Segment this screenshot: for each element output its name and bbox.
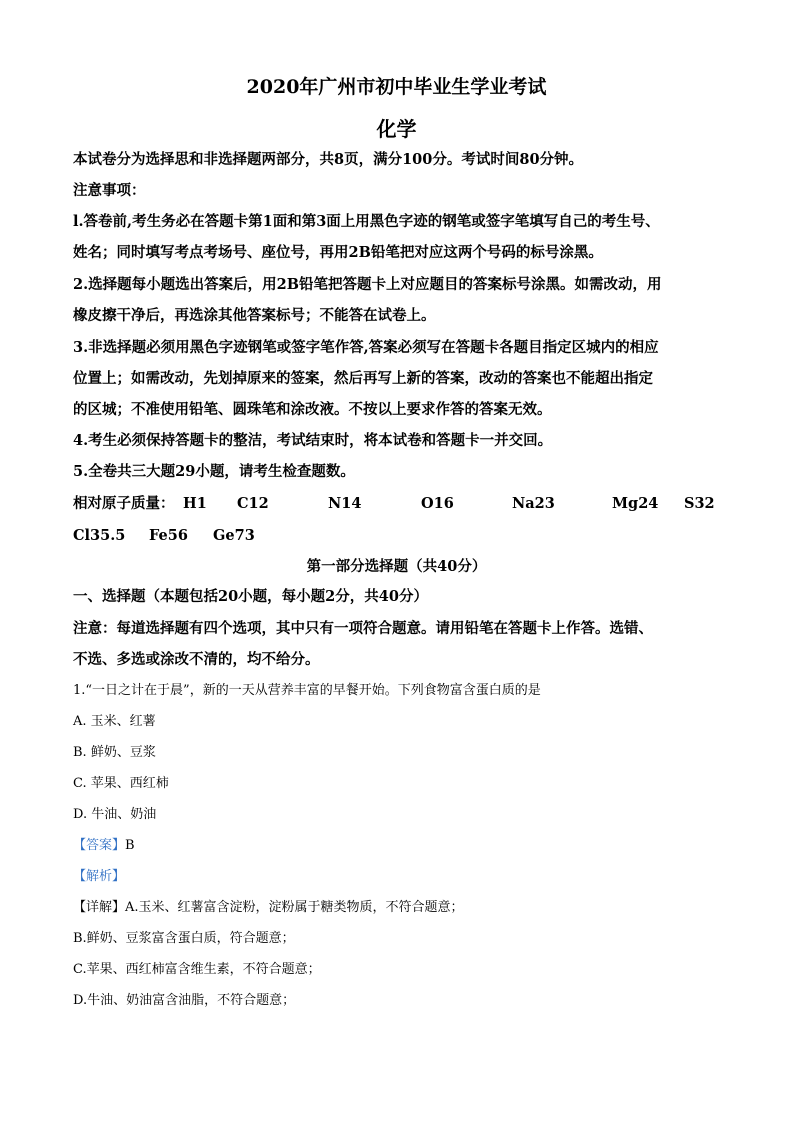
note-3-line-2: 位置上；如需改动，先划掉原来的签案，然后再写上新的答案，改动的答案也不能超出指定 — [73, 370, 653, 387]
option-b: B. 鲜奶、豆浆 — [73, 745, 156, 760]
answer-line — [73, 836, 135, 856]
option-a: A. 玉米、红薯 — [73, 714, 156, 729]
notice-line-2: 不选、多选或涂改不清的，均不给分。 — [73, 651, 320, 668]
detail-c: C.苹果、西红柿富含维生素，不符合题意； — [73, 962, 321, 977]
atomic-mass-s: S32 — [684, 495, 715, 512]
atomic-mass-ge: Ge73 — [213, 527, 255, 544]
note-2-line-2: 橡皮擦干净后，再选涂其他答案标号；不能答在试卷上。 — [73, 307, 436, 324]
detail-tag: 【详解】 — [73, 900, 126, 915]
option-c: C. 苹果、西红柿 — [73, 776, 169, 791]
atomic-mass-n: N14 — [328, 495, 362, 512]
question-1-stem: 1.“一日之计在于晨”，新的一天从营养丰富的早餐开始。下列食物富含蛋白质的是 — [73, 683, 541, 698]
atomic-mass-fe: Fe56 — [149, 527, 188, 544]
option-d: D. 牛油、奶油 — [73, 807, 157, 822]
detail-d: D.牛油、奶油富含油脂，不符合题意； — [73, 993, 296, 1008]
note-1-line-1: l.答卷前,考生务必在答题卡第1面和第3面上用黑色字迹的钢笔或签字笔填写自己的考生号、 — [73, 213, 660, 230]
atomic-mass-c: C12 — [237, 495, 269, 512]
atomic-mass-mg: Mg24 — [612, 495, 659, 512]
atomic-mass-o: O16 — [421, 495, 454, 512]
atomic-mass-na: Na23 — [512, 495, 555, 512]
part-1-heading: 第一部分选择题（共40分） — [306, 558, 487, 575]
answer-tag: 【答案】 — [73, 838, 126, 853]
atomic-mass-label: 相对原子质量： — [73, 495, 175, 512]
detail-a: A.玉米、红薯富含淀粉，淀粉属于糖类物质，不符合题意； — [125, 900, 464, 915]
atomic-mass-h: H1 — [183, 495, 207, 512]
note-3-line-3: 的区城；不准使用铅笔、圆珠笔和涂改液。不按以上要求作答的答案无效。 — [73, 401, 552, 418]
section-1-heading: 一、选择题（本题包括20小题，每小题2分，共40分） — [73, 588, 428, 605]
subject-title: 化学 — [376, 117, 417, 141]
note-4: 4.考生必须保持答题卡的整洁，考试结束时，将本试卷和答题卡一并交回。 — [73, 432, 553, 449]
notice-line-1: 注意：每道选择题有四个选项，其中只有一项符合题意。请用铅笔在答题卡上作答。选错、 — [73, 620, 653, 637]
note-2-line-1: 2.选择题每小题选出答案后，用2B铅笔把答题卡上对应题目的答案标号涂黑。如需改动，用 — [73, 276, 662, 293]
detail-line-a — [73, 898, 464, 918]
note-1-line-2: 姓名；同时填写考点考场号、座位号，再用2B铅笔把对应这两个号码的标号涂黑。 — [73, 244, 603, 261]
notes-heading: 注意事项： — [73, 182, 146, 199]
exam-summary: 本试卷分为选择思和非选择题两部分，共8页，满分100分。考试时间80分钟。 — [73, 151, 584, 168]
detail-b: B.鲜奶、豆浆富含蛋白质，符合题意； — [73, 931, 295, 946]
exam-title: 2020年广州市初中毕业生学业考试 — [246, 76, 547, 98]
analysis-tag: 【解析】 — [73, 869, 126, 884]
atomic-mass-cl: Cl35.5 — [73, 527, 126, 544]
note-5: 5.全卷共三大题29小题，请考生检查题数。 — [73, 463, 355, 480]
answer-value: B — [125, 838, 135, 853]
note-3-line-1: 3.非选择题必须用黑色字迹钢笔或签字笔作答,答案必须写在答题卡各题目指定区城内的相应 — [73, 339, 659, 356]
